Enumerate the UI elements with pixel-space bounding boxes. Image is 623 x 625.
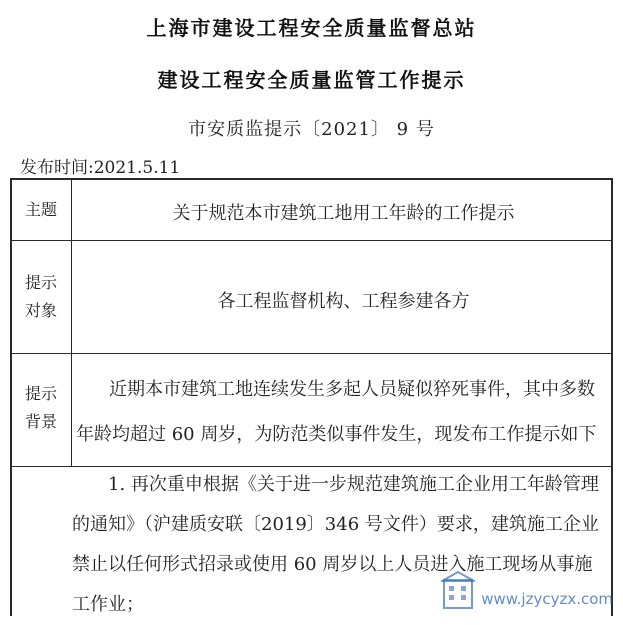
audience-label-line2: 对象: [24, 301, 57, 320]
content-line-1: 1. 再次重申根据《关于进一步规范建筑施工企业用工年龄管理: [108, 474, 599, 495]
subject-value: 关于规范本市建筑工地用工年龄的工作提示: [172, 203, 515, 224]
audience-label-line1: 提示: [24, 273, 57, 292]
background-label: [11, 380, 71, 436]
table-column-divider: [71, 178, 72, 466]
background-text: [76, 367, 606, 457]
document-number: 市安质监提示〔2021〕 9 号: [188, 119, 435, 140]
background-line-2: 年龄均超过 60 周岁，为防范类似事件发生，现发布工作提示如下: [76, 424, 597, 445]
background-label-line2: 背景: [24, 412, 57, 431]
audience-value: 各工程监督机构、工程参建各方: [217, 291, 470, 312]
audience-label: [11, 269, 71, 325]
content-line-4: 工作业；: [72, 594, 144, 615]
content-line-3: 禁止以任何形式招录或使用 60 周岁以上人员进入施工现场从事施: [72, 554, 593, 575]
organization-title: 上海市建设工程安全质量监督总站: [146, 16, 477, 40]
building-logo-icon: [441, 570, 475, 610]
background-label-line1: 提示: [24, 384, 57, 403]
table-border-right: [611, 178, 613, 616]
subject-label: 主题: [24, 200, 57, 219]
table-row-divider: [10, 353, 613, 354]
content-line-2: 的通知》（沪建质安联〔2019〕346 号文件）要求，建筑施工企业: [72, 514, 599, 535]
publish-date: 发布时间:2021.5.11: [20, 158, 181, 178]
table-row-divider: [10, 240, 613, 241]
watermark-text: www.jzycyzx.com: [481, 590, 613, 608]
table-border-top: [10, 178, 613, 180]
document-title: 建设工程安全质量监管工作提示: [157, 68, 466, 92]
watermark: [441, 570, 613, 610]
background-line-1: 近期本市建筑工地连续发生多起人员疑似猝死事件，其中多数: [109, 379, 595, 400]
